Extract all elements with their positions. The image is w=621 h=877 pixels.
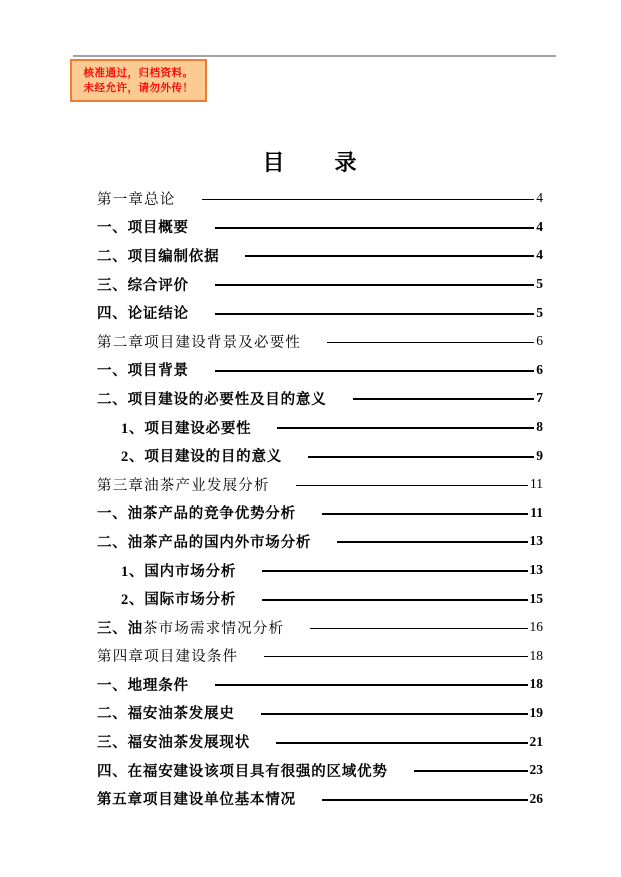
leader-line: [322, 799, 528, 801]
toc-entry-label: 1、项目建设必要性: [121, 420, 252, 437]
toc-row: [97, 413, 543, 442]
toc-page-number: 19: [529, 704, 543, 720]
toc-page-number: 18: [529, 676, 543, 692]
toc-page-number: 18: [529, 647, 543, 663]
toc-page-number: 6: [536, 333, 543, 349]
toc-row: [97, 298, 543, 327]
leader-line: [215, 284, 534, 286]
toc-entry-label: 二、项目编制依据: [97, 248, 220, 265]
toc-entry-label: 2、国际市场分析: [121, 592, 237, 609]
toc-row: [97, 756, 543, 785]
leader-line: [322, 513, 528, 515]
toc-entry-label: 茶市场需求情况分析: [142, 620, 285, 637]
toc-entry-label: 一、油茶产品的竞争优势分析: [97, 506, 296, 523]
leader-line: [296, 485, 528, 486]
leader-line: [262, 570, 527, 572]
leader-line: [264, 656, 527, 657]
page-title: 目 录: [262, 150, 359, 175]
toc-entry-label: 2、项目建设的目的意义: [121, 449, 283, 466]
toc-entry-label: 第四章项目建设条件: [97, 649, 239, 666]
leader-line: [353, 398, 535, 400]
toc-page-number: 11: [530, 476, 543, 492]
toc-entry-label: 四、论证结论: [97, 306, 189, 323]
toc-entry-label: 一、项目背景: [97, 363, 189, 380]
toc-page-number: 4: [536, 218, 543, 234]
toc-entry-label: 第三章油茶产业发展分析: [97, 477, 270, 494]
toc-page-number: 5: [536, 304, 543, 320]
leader-line: [337, 541, 527, 543]
toc-page-number: 23: [529, 762, 543, 778]
toc-page-number: 6: [536, 361, 543, 377]
approval-stamp: [70, 59, 207, 102]
toc-entry-label: 四、在福安建设该项目具有很强的区域优势: [97, 763, 388, 780]
toc-row: [97, 441, 543, 470]
leader-line: [215, 313, 534, 315]
toc-page-number: 26: [529, 790, 543, 806]
toc-page-number: 7: [536, 390, 543, 406]
toc-entry-label: 三、综合评价: [97, 277, 189, 294]
toc-row: [97, 184, 543, 213]
toc-page-number: 4: [536, 247, 543, 263]
leader-line: [202, 199, 535, 200]
toc-row: [97, 556, 543, 585]
toc-entry-label: 第二章项目建设背景及必要性: [97, 334, 302, 351]
toc-entry-label: 三、油: [97, 620, 143, 637]
leader-line: [215, 227, 534, 229]
leader-line: [262, 599, 527, 601]
toc-row: [97, 213, 543, 242]
toc-row: [97, 527, 543, 556]
toc-row: [97, 699, 543, 728]
toc-row: [97, 356, 543, 385]
toc-row: [97, 241, 543, 270]
toc-entry-label: 第一章总论: [97, 191, 176, 208]
leader-line: [310, 628, 527, 629]
toc-page-number: 15: [529, 590, 543, 606]
toc-row: [97, 470, 543, 499]
toc-entry-label: 二、油茶产品的国内外市场分析: [97, 534, 312, 551]
toc-entry-label: 二、项目建设的必要性及目的意义: [97, 391, 327, 408]
toc-row: [97, 327, 543, 356]
toc-list: [97, 184, 543, 813]
toc-entry-label: 二、福安油茶发展史: [97, 706, 235, 723]
toc-row: [97, 784, 543, 813]
toc-row: [97, 670, 543, 699]
toc-entry-label: 一、项目概要: [97, 220, 189, 237]
toc-row: [97, 613, 543, 642]
toc-row: [97, 584, 543, 613]
toc-row: [97, 642, 543, 671]
toc-row: [97, 270, 543, 299]
toc-page-number: 4: [536, 190, 543, 206]
toc-page-number: 21: [529, 733, 543, 749]
toc-entry-label: 一、地理条件: [97, 677, 189, 694]
toc-page-number: 13: [529, 562, 543, 578]
leader-line: [215, 684, 528, 686]
leader-line: [245, 255, 534, 257]
toc-page-number: 11: [530, 504, 543, 520]
header-rule: [73, 55, 556, 57]
leader-line: [277, 427, 534, 429]
stamp-line-1: 核准通过，归档资料。: [83, 68, 194, 79]
leader-line: [276, 742, 528, 744]
toc-entry-label: 第五章项目建设单位基本情况: [97, 792, 296, 809]
toc-row: [97, 384, 543, 413]
toc-page-number: 13: [529, 533, 543, 549]
toc-page-number: 8: [536, 419, 543, 435]
toc-page-number: 9: [536, 447, 543, 463]
leader-line: [414, 770, 528, 772]
toc-row: [97, 499, 543, 528]
toc-entry-label: 三、福安油茶发展现状: [97, 735, 250, 752]
leader-line: [215, 370, 534, 372]
toc-page-number: 5: [536, 276, 543, 292]
leader-line: [261, 713, 528, 715]
leader-line: [308, 456, 534, 458]
leader-line: [327, 342, 534, 343]
stamp-line-2: 未经允许，请勿外传！: [83, 83, 194, 94]
toc-page-number: 16: [529, 619, 543, 635]
toc-entry-label: 1、国内市场分析: [121, 563, 237, 580]
toc-row: [97, 727, 543, 756]
